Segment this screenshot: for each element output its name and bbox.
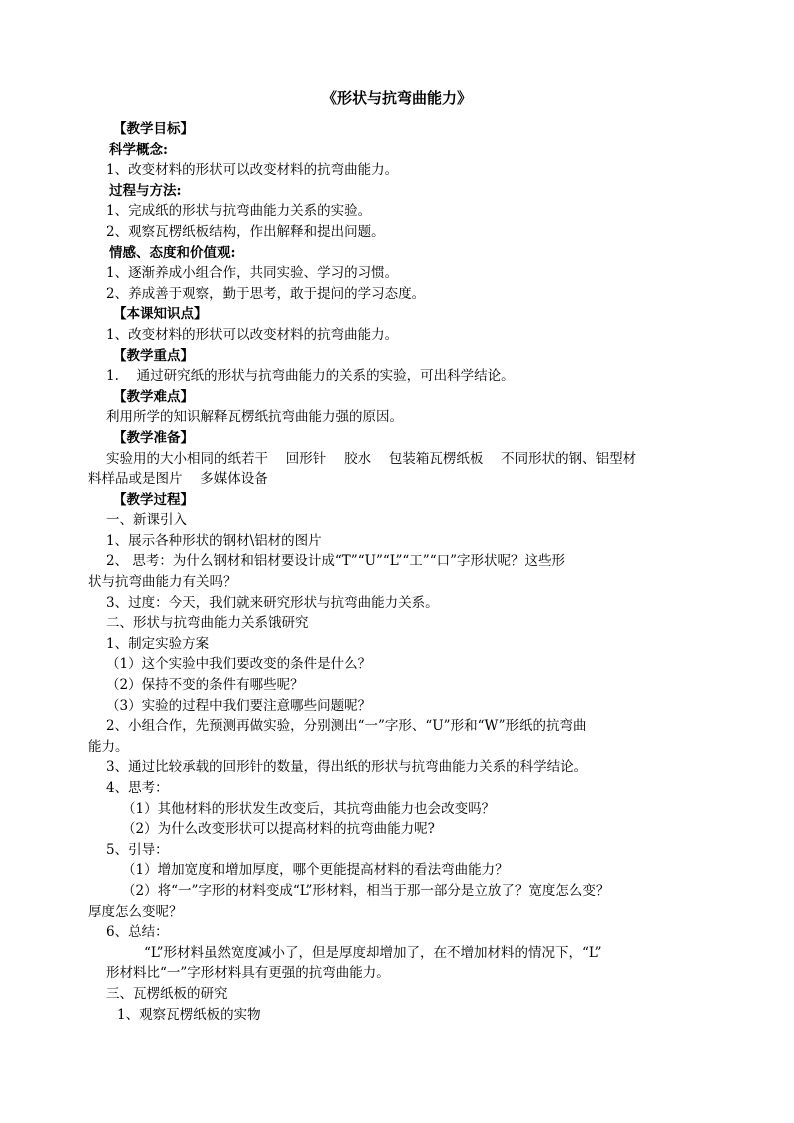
text-line: 1. 通过研究纸的形状与抗弯曲能力的关系的实验，可出科学结论。 xyxy=(106,368,515,385)
section-heading: 【本课知识点】 xyxy=(113,306,208,323)
text-line: 1、改变材料的形状可以改变材料的抗弯曲能力。 xyxy=(106,162,399,179)
text-line: 5、引导： xyxy=(106,841,169,858)
text-line: （3）实验的过程中我们要注意哪些问题呢？ xyxy=(106,697,372,714)
text-line: 3、过度：今天，我们就来研究形状与抗弯曲能力关系。 xyxy=(106,594,439,611)
text-line: （2）为什么改变形状可以提高材料的抗弯曲能力呢? xyxy=(122,821,435,838)
text-line: 三、瓦楞纸板的研究 xyxy=(106,985,228,1002)
document-body xyxy=(0,119,794,1025)
text-line: 形材料比“一”字形材料具有更强的抗弯曲能力。 xyxy=(106,965,390,982)
text-line: 2、养成善于观察，勤于思考，敢于提问的学习态度。 xyxy=(106,285,426,302)
section-heading: 过程与方法: xyxy=(109,182,182,199)
text-line: 1、逐渐养成小组合作，共同实验、学习的习惯。 xyxy=(106,265,399,282)
text-line: 二、形状与抗弯曲能力关系饿研究 xyxy=(106,615,309,632)
text-line: 能力。 xyxy=(88,738,129,755)
text-line: 料样品或是图片 多媒体设备 xyxy=(88,471,268,488)
section-heading: 【教学难点】 xyxy=(113,388,194,405)
text-line: （1）其他材料的形状发生改变后，其抗弯曲能力也会改变吗？ xyxy=(122,800,496,817)
section-heading: 【教学重点】 xyxy=(113,347,194,364)
text-line: （2）将“一”字形的材料变成“L”形材料，相当于那一部分是立放了？宽度怎么变？ xyxy=(122,882,610,899)
text-line: 利用所学的知识解释瓦楞纸抗弯曲能力强的原因。 xyxy=(106,409,403,426)
text-line: （2）保持不变的条件有哪些呢？ xyxy=(106,677,304,694)
text-line: 厚度怎么变呢？ xyxy=(88,903,183,920)
text-line: （1）增加宽度和增加厚度，哪个更能提高材料的看法弯曲能力？ xyxy=(122,862,509,879)
text-line: 6、总结： xyxy=(106,924,169,941)
section-heading: 情感、态度和价值观: xyxy=(109,244,236,261)
text-line: 1、展示各种形状的钢材\铝材的图片 xyxy=(106,532,322,549)
text-line: 一、新课引入 xyxy=(106,512,187,529)
text-line: 1、制定实验方案 xyxy=(106,635,210,652)
text-line: 3、通过比较承载的回形针的数量，得出纸的形状与抗弯曲能力关系的科学结论。 xyxy=(106,759,588,776)
text-line: “L”形材料虽然宽度减小了，但是厚度却增加了，在不增加材料的情况下，“L” xyxy=(144,944,602,961)
document-title: 《形状与抗弯曲能力》 xyxy=(321,89,472,107)
text-line: 2、观察瓦楞纸板结构，作出解释和提出问题。 xyxy=(106,223,385,240)
text-line: 实验用的大小相同的纸若干 回形针 胶水 包装箱瓦楞纸板 不同形状的钢、铝型材 xyxy=(106,450,637,467)
text-line: 1、观察瓦楞纸板的实物 xyxy=(117,1006,261,1023)
text-line: 1、改变材料的形状可以改变材料的抗弯曲能力。 xyxy=(106,326,399,343)
section-heading: 【教学过程】 xyxy=(113,491,194,508)
text-line: 2、小组合作，先预测再做实验，分别测出“一”字形、“U”形和“W”形纸的抗弯曲 xyxy=(106,718,587,735)
text-line: 状与抗弯曲能力有关吗？ xyxy=(88,574,237,591)
text-line: 4、思考： xyxy=(106,780,169,796)
section-heading: 科学概念: xyxy=(109,141,168,158)
text-line: （1）这个实验中我们要改变的条件是什么？ xyxy=(106,656,372,673)
text-line: 1、完成纸的形状与抗弯曲能力关系的实验。 xyxy=(106,203,372,220)
section-heading: 【教学目标】 xyxy=(113,121,194,137)
section-heading: 【教学准备】 xyxy=(113,429,194,446)
text-line: 2、 思考：为什么钢材和铝材要设计成“T”“U”“L”“工”“口”字形状呢？这些形 xyxy=(106,553,566,570)
